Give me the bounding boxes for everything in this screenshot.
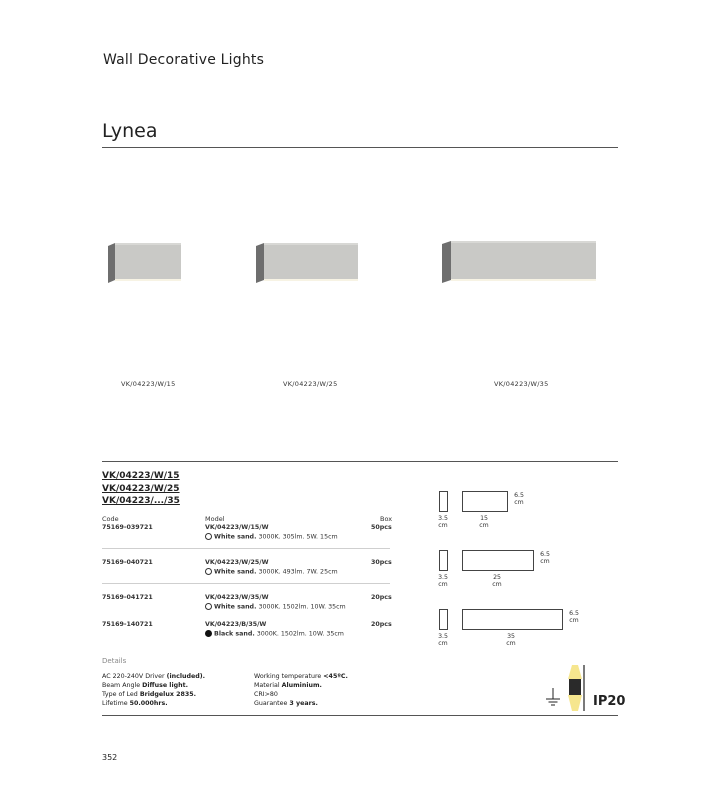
lamp-photo-15 xyxy=(108,243,183,287)
category-title: Wall Decorative Lights xyxy=(103,52,265,68)
dimension-height xyxy=(510,492,528,506)
detail-line: Lifetime 50.000hrs. xyxy=(102,700,168,707)
detail-line: AC 220-240V Driver (included). xyxy=(102,673,206,680)
details-right-column xyxy=(254,672,348,708)
dimension-front-box xyxy=(462,609,563,630)
ground-earth-icon xyxy=(545,688,561,712)
code-column-header: Code xyxy=(102,515,119,523)
swatch-white-icon xyxy=(205,568,212,575)
footer-divider xyxy=(102,715,618,716)
model-title-line: VK/04223/.../35 xyxy=(102,496,180,506)
finish-label: White sand. xyxy=(214,603,257,611)
depth-unit: cm xyxy=(438,522,448,529)
height-unit: cm xyxy=(540,558,550,565)
details-title: Details xyxy=(102,657,127,665)
detail-line: Material Aluminium. xyxy=(254,682,322,689)
row-finish xyxy=(205,630,344,638)
width-value: 25 xyxy=(493,574,501,581)
section-divider xyxy=(102,461,618,462)
width-unit: cm xyxy=(506,640,516,647)
header-divider xyxy=(102,147,618,148)
detail-line: Type of Led Bridgelux 2835. xyxy=(102,691,196,698)
dimension-depth xyxy=(434,515,452,529)
finish-label: White sand. xyxy=(214,568,257,576)
row-divider xyxy=(102,548,390,549)
wall-light-up-down-icon xyxy=(566,665,588,715)
row-finish xyxy=(205,603,346,611)
lamp-photo-25 xyxy=(256,243,360,287)
model-title-line: VK/04223/W/25 xyxy=(102,483,180,494)
detail-line: Guarantee 3 years. xyxy=(254,700,318,707)
model-column-header: Model xyxy=(205,515,225,523)
details-left-column xyxy=(102,672,205,708)
product-family-title: Lynea xyxy=(102,120,158,142)
depth-value: 3.5 xyxy=(438,515,448,522)
dimension-width xyxy=(472,515,496,529)
lamp-caption: VK/04223/W/15 xyxy=(121,380,176,388)
swatch-black-icon xyxy=(205,630,212,637)
row-finish xyxy=(205,533,338,541)
finish-specs: 3000K. 1502lm. 10W. 35cm xyxy=(258,603,346,611)
box-column-header: Box xyxy=(380,515,393,523)
row-box: 30pcs xyxy=(371,559,392,566)
row-box: 20pcs xyxy=(371,594,392,601)
dimension-width xyxy=(485,574,509,588)
dimension-front-box xyxy=(462,550,534,571)
row-box: 50pcs xyxy=(371,524,392,531)
row-model: VK/04223/W/15/W xyxy=(205,524,269,531)
row-code: 75169-140721 xyxy=(102,621,153,628)
dimension-depth xyxy=(434,633,452,647)
height-value: 6.5 xyxy=(540,551,550,558)
swatch-white-icon xyxy=(205,603,212,610)
height-unit: cm xyxy=(514,499,524,506)
dimension-height xyxy=(536,551,554,565)
depth-value: 3.5 xyxy=(438,574,448,581)
width-value: 35 xyxy=(507,633,515,640)
depth-unit: cm xyxy=(438,581,448,588)
models-title xyxy=(102,470,180,508)
finish-label: Black sand. xyxy=(214,630,255,638)
finish-label: White sand. xyxy=(214,533,257,541)
height-value: 6.5 xyxy=(514,492,524,499)
finish-specs: 3000K. 1502lm. 10W. 35cm xyxy=(256,630,344,638)
depth-value: 3.5 xyxy=(438,633,448,640)
lamp-photo-35 xyxy=(442,241,598,287)
row-code: 75169-039721 xyxy=(102,524,153,531)
row-model: VK/04223/B/35/W xyxy=(205,621,267,628)
lamp-caption: VK/04223/W/25 xyxy=(283,380,338,388)
depth-unit: cm xyxy=(438,640,448,647)
row-box: 20pcs xyxy=(371,621,392,628)
dimension-side-box xyxy=(439,609,448,630)
row-model: VK/04223/W/25/W xyxy=(205,559,269,566)
detail-line: CRI>80 xyxy=(254,691,278,698)
dimension-width xyxy=(499,633,523,647)
ip-rating: IP20 xyxy=(593,694,626,709)
width-value: 15 xyxy=(480,515,488,522)
swatch-white-icon xyxy=(205,533,212,540)
dimension-front-box xyxy=(462,491,508,512)
finish-specs: 3000K. 305lm. 5W. 15cm xyxy=(258,533,338,541)
width-unit: cm xyxy=(492,581,502,588)
height-value: 6.5 xyxy=(569,610,579,617)
height-unit: cm xyxy=(569,617,579,624)
dimension-height xyxy=(565,610,583,624)
lamp-caption: VK/04223/W/35 xyxy=(494,380,549,388)
row-code: 75169-040721 xyxy=(102,559,153,566)
detail-line: Working temperature <45ºC. xyxy=(254,673,348,680)
page-number: 352 xyxy=(102,753,118,762)
row-divider xyxy=(102,583,390,584)
row-model: VK/04223/W/35/W xyxy=(205,594,269,601)
detail-line: Beam Angle Diffuse light. xyxy=(102,682,189,689)
finish-specs: 3000K. 493lm. 7W. 25cm xyxy=(258,568,338,576)
dimension-side-box xyxy=(439,491,448,512)
row-finish xyxy=(205,568,338,576)
row-code: 75169-041721 xyxy=(102,594,153,601)
dimension-depth xyxy=(434,574,452,588)
width-unit: cm xyxy=(479,522,489,529)
model-title-line: VK/04223/W/15 xyxy=(102,471,180,481)
dimension-side-box xyxy=(439,550,448,571)
